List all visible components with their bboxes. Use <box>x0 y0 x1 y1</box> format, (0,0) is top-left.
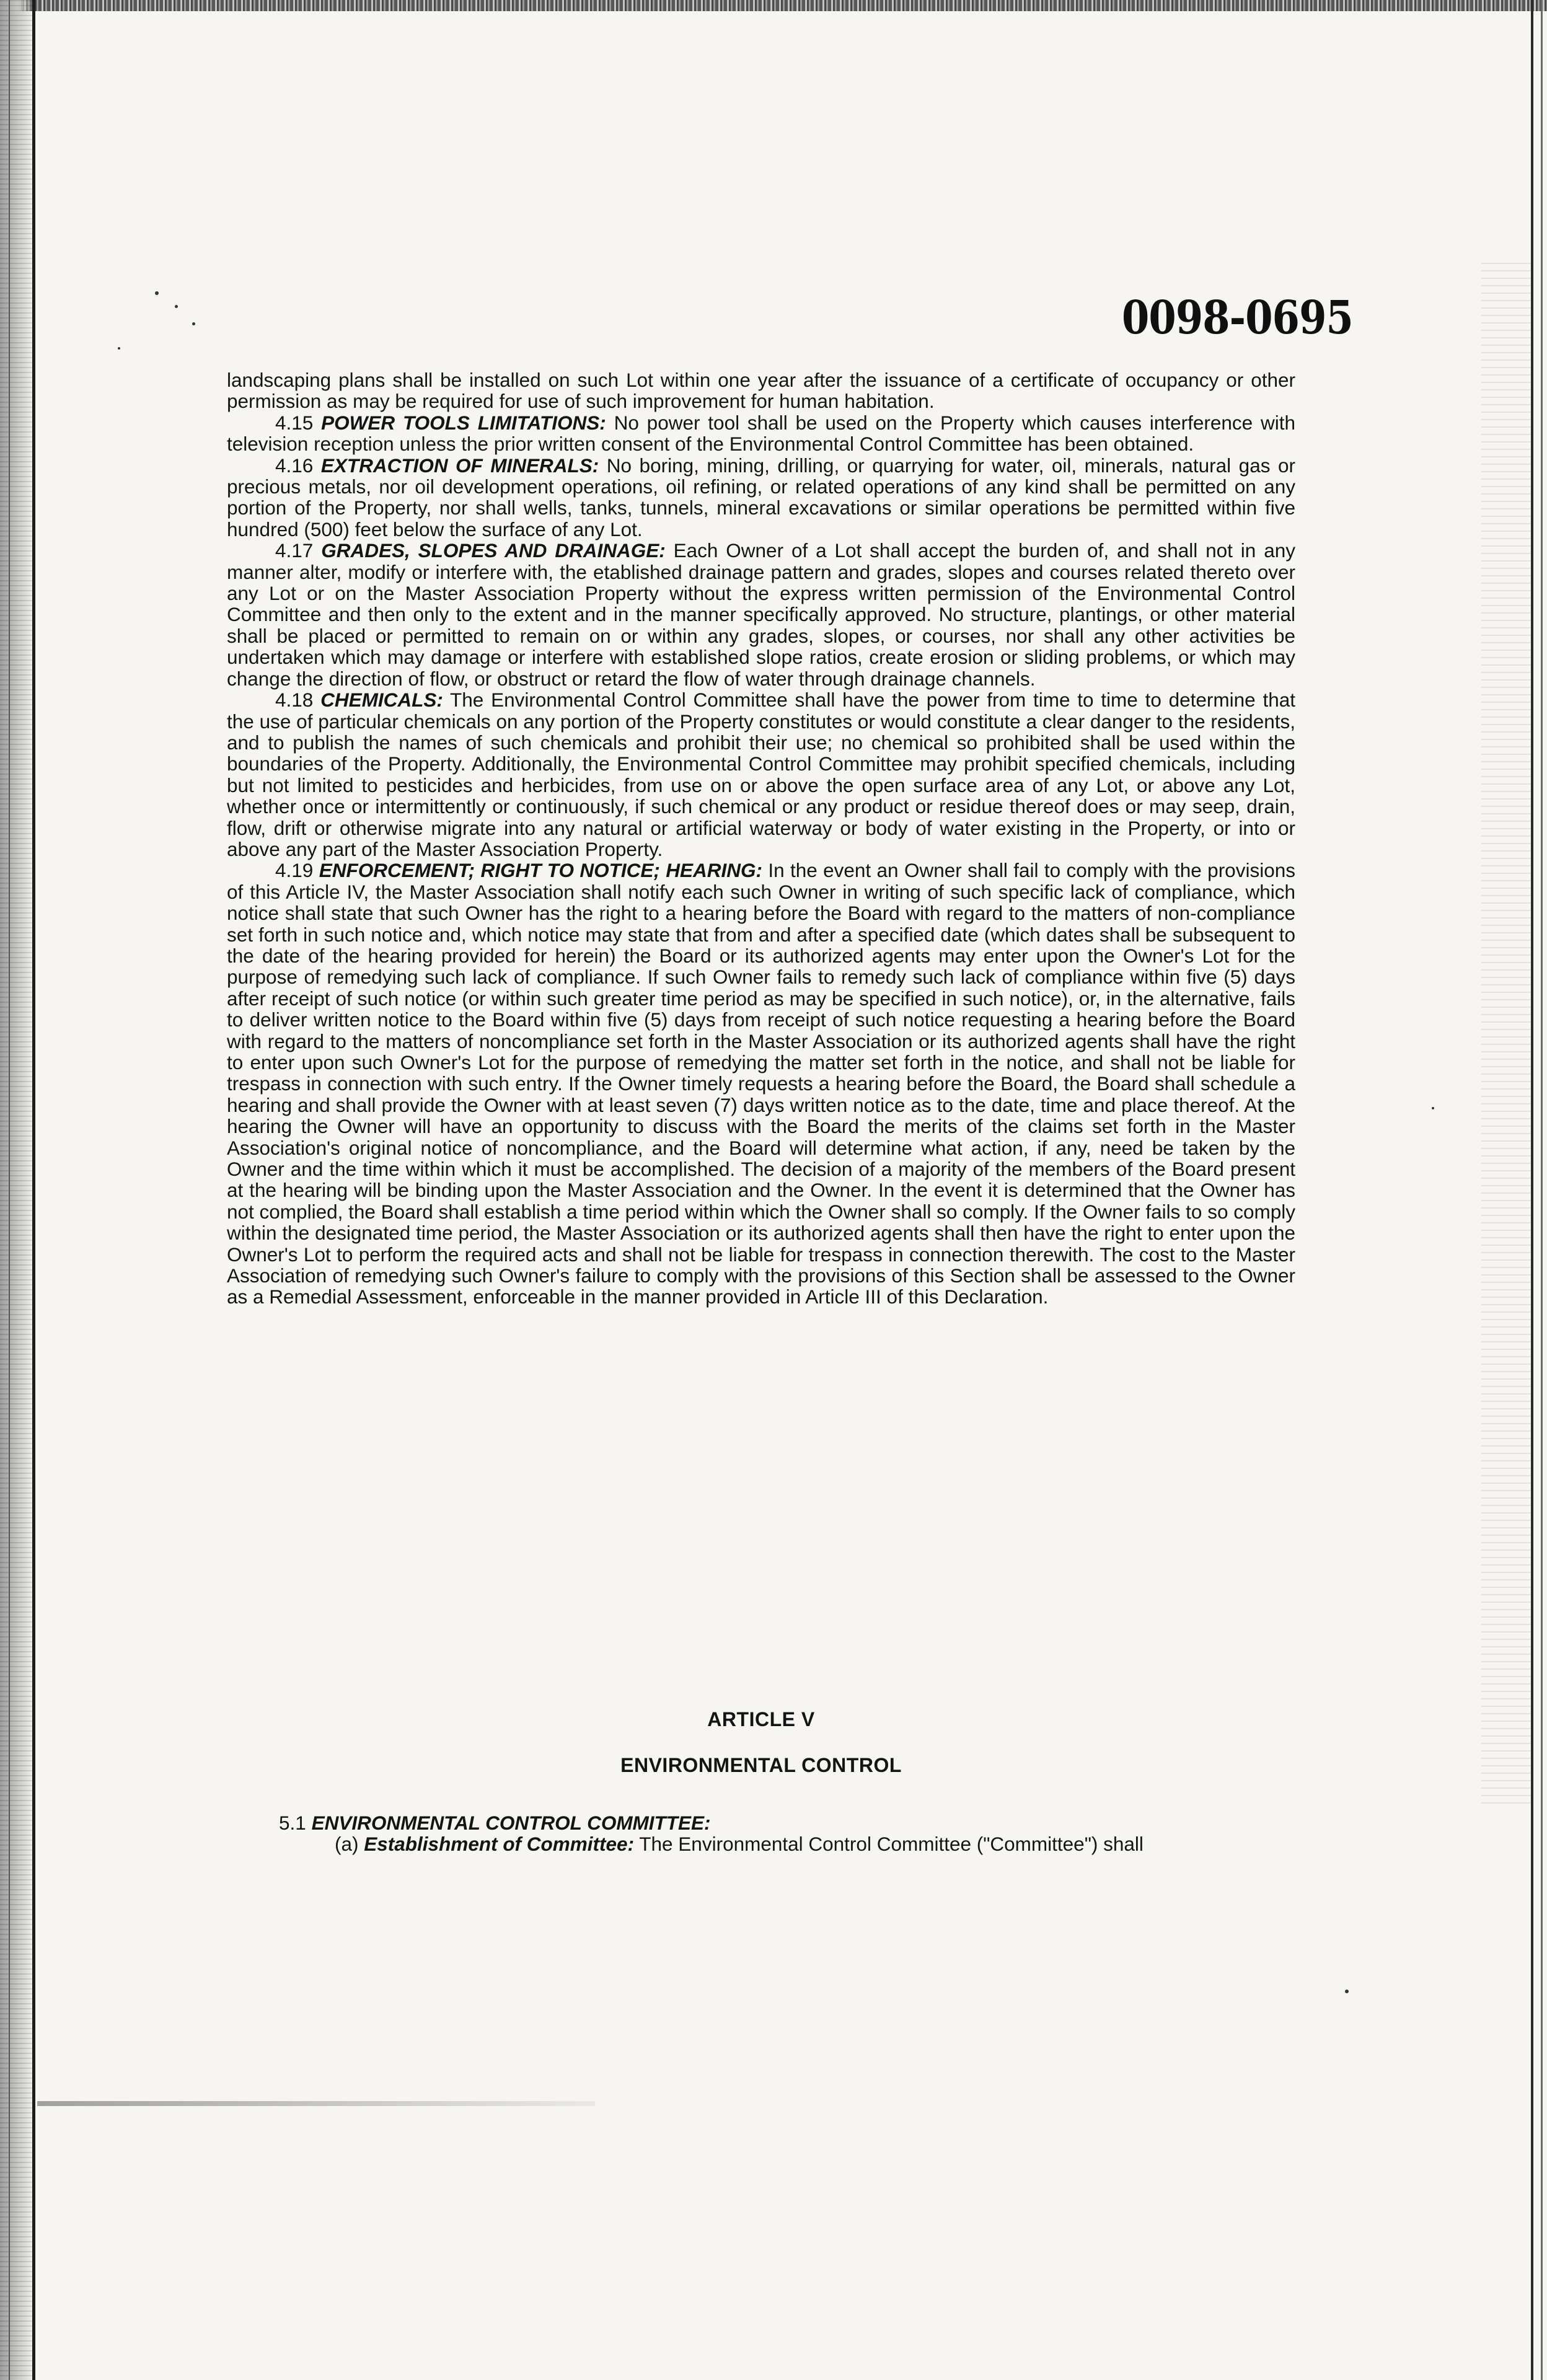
section-text: In the event an Owner shall fail to comply with the provisions of this Article IV, the Master Association shall notify each such Owner in writing of such specific lack of compliance, which notice shall state that such Owner has the right to a hearing before the Board with regard to the matters of non-compliance set forth in such notice and, which notice may state that from and after a specified date (which dates shall be subsequent to the date of the hearing provided for herein) the Board or its authorized agents may enter upon the Owner's Lot for the purpose of remedying such lack of compliance. If such Owner fails to remedy such lack of compliance within five (5) days after receipt of such notice (or within such greater time period as may be specified in such notice), or, in the alternative, fails to deliver written notice to the Board within five (5) days from receipt of such notice requesting a hearing before the Board with regard to the matters of noncompliance set forth in the Master Association or its authorized agents shall have the right to enter upon such Owner's Lot for the purpose of remedying the matter set forth in the notice, and shall not be liable for trespass in connection with such entry. If the Owner timely requests a hearing before the Board, the Board shall schedule a hearing and shall provide the Owner with at least seven (7) days written notice as to the date, time and place thereof. At the hearing the Owner will have an opportunity to discuss with the Board the merits of the claims set forth in the Master Association's original notice of noncompliance, and the Board will determine what action, if any, need be taken by the Owner and the time within which it must be accomplished. The decision of a majority of the members of the Board present at the hearing will be binding upon the Master Association and the Owner. In the event it is determined that the Owner has not complied, the Board shall establish a time period within which the Owner shall so comply. If the Owner fails to so comply within the designated time period, the Master Association or its authorized agents shall then have the right to enter upon the Owner's Lot to perform the required acts and shall not be liable for trespass in connection therewith. The cost to the Master Association of remedying such Owner's failure to comply with the provisions of this Section shall be assessed to the Owner as a Remedial Assessment, enforceable in the manner provided in Article III of this Declaration. <box>227 859 1295 1308</box>
subsection-heading: Establishment of Committee: <box>364 1833 635 1855</box>
subsection-a <box>335 1833 1295 1854</box>
section-number: 4.18 <box>275 689 314 712</box>
section-4-17 <box>227 540 1295 689</box>
scan-right-shading <box>1481 260 1531 1810</box>
scan-right-edge-line <box>1531 0 1533 2380</box>
section-text: No power tool shall be used on the Property which causes interference with television reception unless the prior written consent of the Environmental Control Committee has been obtained. <box>227 411 1295 456</box>
section-heading: EXTRACTION OF MINERALS: <box>320 454 599 477</box>
section-4-15 <box>227 412 1295 455</box>
scan-right-outer-line <box>1541 0 1543 2380</box>
section-heading: ENFORCEMENT; RIGHT TO NOTICE; HEARING: <box>319 859 762 882</box>
subsection-text: The Environmental Control Committee ("Committee") shall <box>639 1833 1144 1855</box>
section-number: 4.16 <box>275 454 314 477</box>
section-number: 4.15 <box>275 411 314 434</box>
scan-speck <box>1432 1107 1434 1109</box>
section-4-16 <box>227 455 1295 540</box>
scan-left-edge-line <box>9 0 10 2380</box>
section-text: The Environmental Control Committee shall have the power from time to time to determine that the use of particular chemicals on any portion of the Property constitutes or would constitute a clear danger to the residents, and to publish the names of such chemicals and prohibit their use; no chemical so prohibited shall be used within the boundaries of the Property. Additionally, the Environmental Control Committee may prohibit specified chemicals, including but not limited to pesticides and herbicides, from use on or above the open surface area of any Lot, or above any Lot, whether once or intermittently or continuously, if such chemical or any product or residue thereof does or may seep, drain, flow, drift or otherwise migrate into any natural or artificial waterway or body of water existing in the Property, or into or above any part of the Master Association Property. <box>227 689 1295 860</box>
section-4-19 <box>227 860 1295 1308</box>
scan-left-shading <box>0 0 35 2380</box>
section-heading: GRADES, SLOPES AND DRAINAGE: <box>321 539 666 562</box>
section-4-18 <box>227 689 1295 860</box>
page-number-stamp: 0098-0695 <box>1122 291 1353 345</box>
subsection-heading: ENVIRONMENTAL CONTROL COMMITTEE: <box>311 1812 711 1834</box>
scan-speck <box>1345 1990 1349 1993</box>
section-number: 4.17 <box>275 539 314 562</box>
subsection-5-1 <box>279 1812 1295 1833</box>
section-text: No boring, mining, drilling, or quarrying for water, oil, minerals, natural gas or precious metals, nor oil development operations, oil refining, or related operations of any kind shall be permitted on any portion of the Property, nor shall wells, tanks, tunnels, mineral excavations or similar operations be permitted within five hundred (500) feet below the surface of any Lot. <box>227 454 1295 540</box>
scan-speck <box>192 322 195 325</box>
section-heading: CHEMICALS: <box>320 689 443 712</box>
subsection-number: (a) <box>335 1833 359 1855</box>
section-number: 4.19 <box>275 859 314 882</box>
section-text: Each Owner of a Lot shall accept the burden of, and shall not in any manner alter, modify or interfere with, the etablished drainage pattern and grades, slopes and courses related thereto over any Lot or on the Master Association Property without the express written permission of the Environmental Control Committee and then only to the extent and in the manner specifically approved. No structure, plantings, or other material shall be placed or permitted to remain on or within any grades, slopes, or courses, nor shall any other activities be undertaken which may damage or interfere with established slope ratios, create erosion or sliding problems, or which may change the direction of flow, or obstruct or retard the flow of water through drainage channels. <box>227 539 1295 690</box>
document-body <box>227 369 1295 1308</box>
scan-top-border <box>0 0 1547 11</box>
scan-speck <box>175 305 178 308</box>
paragraph-text: landscaping plans shall be installed on such Lot within one year after the issuance of a certificate of occupancy or other permission as may be required for use of such improvement for human habitation. <box>227 369 1295 413</box>
subsection-number: 5.1 <box>279 1812 306 1834</box>
article-title: ENVIRONMENTAL CONTROL <box>620 1754 902 1776</box>
section-heading: POWER TOOLS LIMITATIONS: <box>321 411 606 434</box>
continued-paragraph <box>227 369 1295 412</box>
scan-speck <box>155 291 159 295</box>
scan-speck <box>118 347 120 350</box>
scan-left-binding-line <box>32 0 35 2380</box>
scan-bottom-smudge <box>37 2101 595 2106</box>
article-number: ARTICLE V <box>707 1708 815 1730</box>
